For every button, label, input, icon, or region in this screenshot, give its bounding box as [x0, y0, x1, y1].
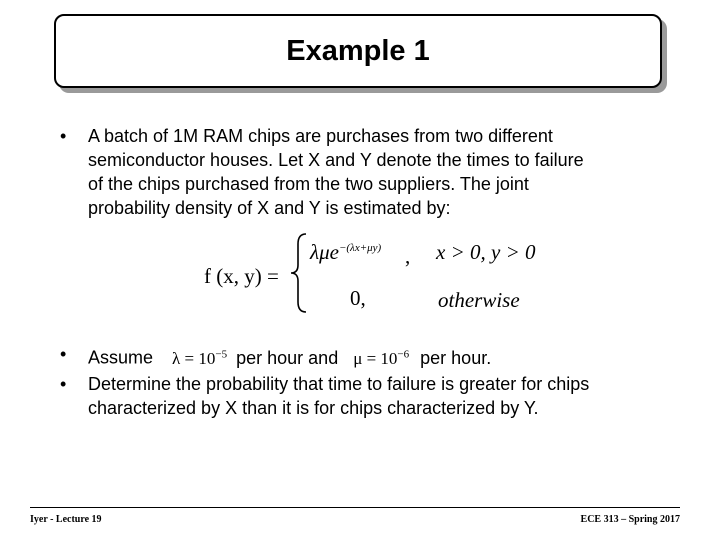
bullet-1-line-4: probability density of X and Y is estimated by:: [88, 198, 451, 218]
bullet-2-prefix: Assume: [88, 347, 154, 368]
bullet-1-line-1: A batch of 1M RAM chips are purchases from two different: [88, 126, 553, 146]
bullet-2-text: [88, 342, 688, 371]
bullet-1-line-2: semiconductor houses. Let X and Y denote the times to failure: [88, 150, 584, 170]
bullet-2-middle: per hour and: [236, 347, 339, 368]
bullet-marker: •: [60, 344, 67, 364]
footer-left: Iyer - Lecture 19: [30, 514, 102, 525]
bullet-1-text: [88, 124, 688, 220]
slide-title: Example 1: [286, 34, 430, 67]
equation-lhs: f (x, y) =: [204, 264, 279, 288]
mu-value: $\mu = 10^{-6}$: [353, 348, 410, 368]
title-box: [54, 14, 662, 88]
joint-density-equation: [200, 232, 560, 314]
footer-divider: [30, 507, 680, 508]
lambda-value: $\lambda = 10^{-5}$: [172, 348, 228, 368]
bullet-3-line-2: characterized by X than it is for chips characterized by Y.: [88, 398, 539, 418]
footer-right: ECE 313 – Spring 2017: [580, 514, 680, 525]
bullet-1-line-3: of the chips purchased from the two suppliers. The joint: [88, 174, 529, 194]
bullet-3-text: [88, 372, 688, 420]
bullet-marker: •: [60, 126, 67, 146]
case-1-condition: x > 0, y > 0: [436, 240, 536, 264]
bullet-2-suffix: per hour.: [420, 347, 492, 368]
case-2-condition: otherwise: [438, 288, 520, 312]
case-2-expression: 0,: [350, 286, 366, 310]
brace-icon: [288, 232, 310, 314]
bullet-3-line-1: Determine the probability that time to failure is greater for chips: [88, 374, 590, 394]
bullet-marker: •: [60, 374, 67, 394]
case-1-comma: ,: [405, 244, 411, 268]
case-1-expression: λμe$^{-(\lambda x+\mu y)}$: [310, 240, 382, 264]
